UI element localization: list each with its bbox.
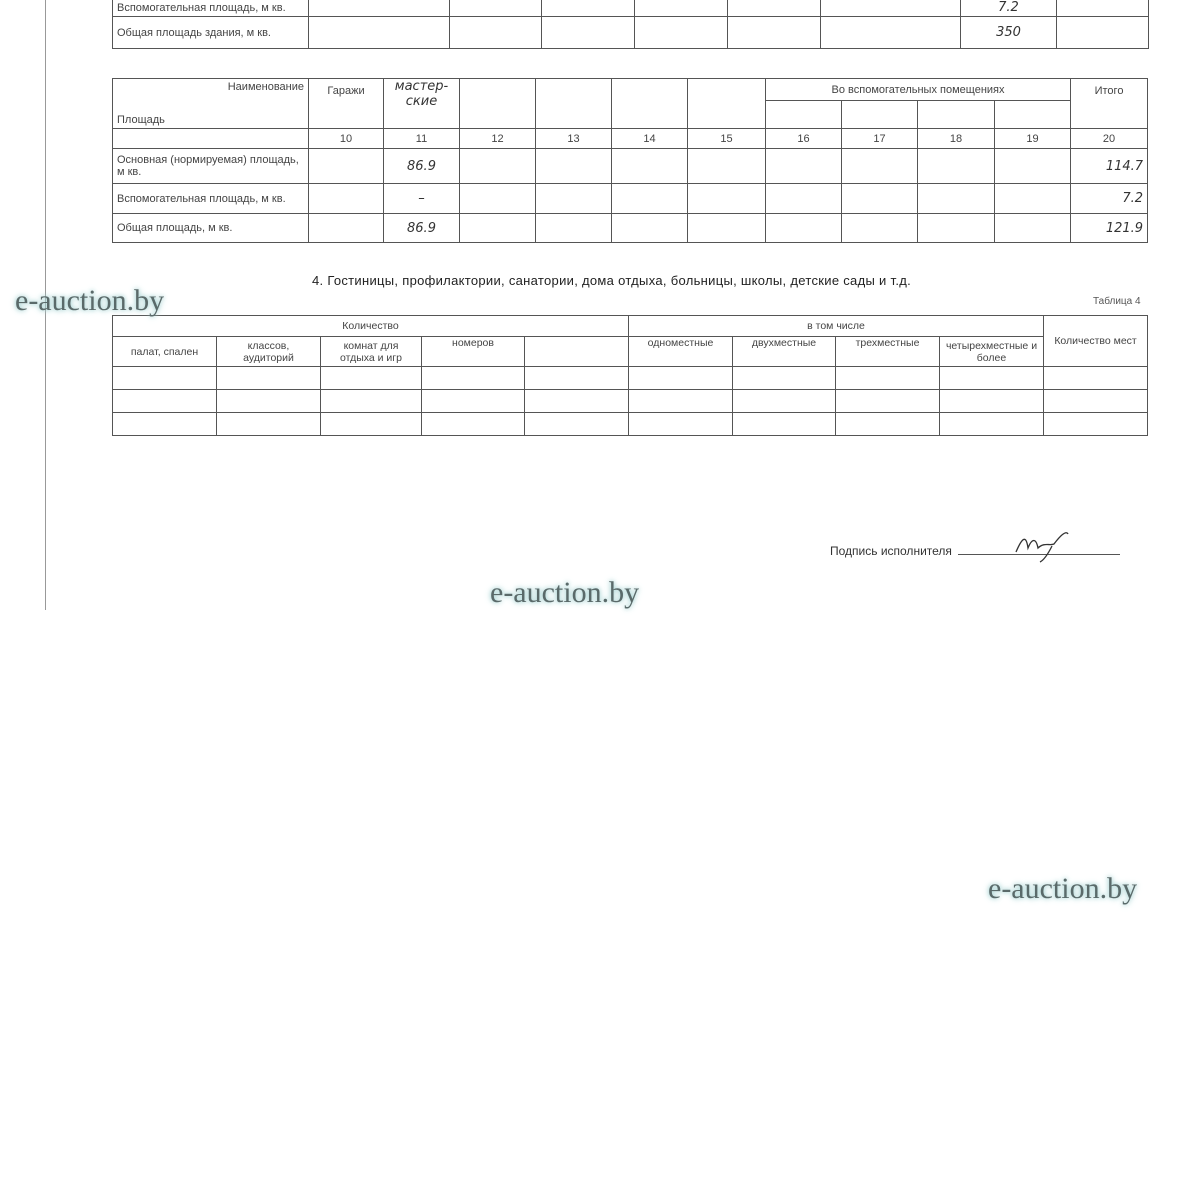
table-row <box>113 390 1148 413</box>
col-number: 16 <box>766 129 842 149</box>
header-quantity: Количество <box>113 316 629 337</box>
cell-value: 350 <box>961 17 1057 49</box>
area-table <box>112 78 1200 243</box>
header-aux-group: Во вспомогательных помещениях <box>766 79 1071 101</box>
signature-line <box>958 540 1120 555</box>
cell-value: 86.9 <box>384 214 460 243</box>
col-header: палат, спален <box>113 337 217 367</box>
col-number: 18 <box>918 129 995 149</box>
cell-value: 86.9 <box>384 149 460 184</box>
signature-block <box>830 540 1120 558</box>
col-number: 19 <box>995 129 1071 149</box>
table-row <box>113 214 1200 243</box>
row-label: Основная (нормируемая) площадь, м кв. <box>113 149 309 184</box>
col-header: классов, аудиторий <box>217 337 321 367</box>
cell-value: – <box>384 184 460 214</box>
col-number: 17 <box>842 129 918 149</box>
signature-scribble-icon <box>1008 524 1078 564</box>
col-number: 15 <box>688 129 766 149</box>
row-label: Общая площадь, м кв. <box>113 214 309 243</box>
watermark: e-auction.by <box>988 872 1138 905</box>
building-area-table <box>112 0 1149 49</box>
watermark: e-auction.by <box>15 284 165 317</box>
col-header: четырехместные и более <box>940 337 1044 367</box>
corner-top: Наименование <box>227 81 304 93</box>
header-total: Итого <box>1071 79 1148 129</box>
row-label: Вспомогательная площадь, м кв. <box>113 0 309 17</box>
col-number: 11 <box>384 129 460 149</box>
table-row <box>113 367 1148 390</box>
col-number: 14 <box>612 129 688 149</box>
header-including: в том числе <box>629 316 1044 337</box>
col-header: номеров <box>422 337 525 367</box>
col-header: трехместные <box>836 337 940 367</box>
header-workshops: мастер-ские <box>384 79 460 129</box>
cell-total: 7.2 <box>1071 184 1148 214</box>
number-row <box>113 129 1200 149</box>
section-title: 4. Гостиницы, профилактории, санатории, дома отдыха, больницы, школы, детские сады и т.д. <box>312 273 912 288</box>
table-4 <box>112 315 1148 436</box>
cell-total: 121.9 <box>1071 214 1148 243</box>
col-number: 20 <box>1071 129 1148 149</box>
table-row <box>113 17 1149 49</box>
table-row <box>113 0 1149 17</box>
col-number: 13 <box>536 129 612 149</box>
table-row <box>113 413 1148 436</box>
cell-value: 7.2 <box>961 0 1057 17</box>
row-label: Общая площадь здания, м кв. <box>113 17 309 49</box>
corner-header <box>113 79 309 129</box>
corner-bottom: Площадь <box>117 114 165 126</box>
watermark: e-auction.by <box>490 576 640 609</box>
signature-label: Подпись исполнителя <box>830 544 952 558</box>
col-number: 12 <box>460 129 536 149</box>
col-header: комнат для отдыха и игр <box>321 337 422 367</box>
header-garages: Гаражи <box>309 79 384 129</box>
col-header: двухместные <box>733 337 836 367</box>
cell-total: 114.7 <box>1071 149 1148 184</box>
col-header <box>525 337 629 367</box>
table-row <box>113 184 1200 214</box>
col-number: 10 <box>309 129 384 149</box>
table-label: Таблица 4 <box>1093 296 1141 307</box>
table-row <box>113 149 1200 184</box>
col-header: одноместные <box>629 337 733 367</box>
header-places: Количество мест <box>1044 316 1148 367</box>
row-label: Вспомогательная площадь, м кв. <box>113 184 309 214</box>
